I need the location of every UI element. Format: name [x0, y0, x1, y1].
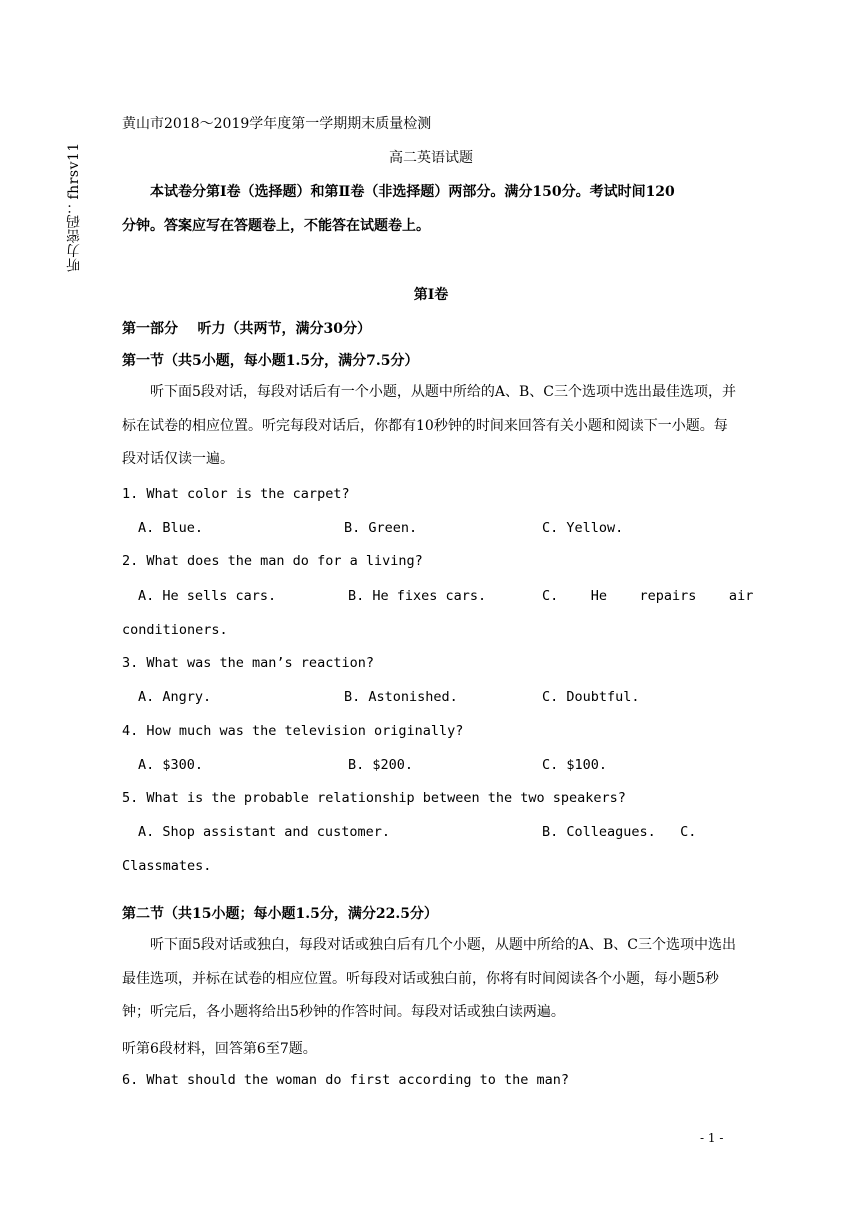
question-1-stem: 1. What color is the carpet?	[122, 486, 350, 502]
question-5-stem: 5. What is the probable relationship between the two speakers?	[122, 790, 626, 806]
section2-title: 第二节（共15小题；每小题1.5分，满分22.5分）	[122, 906, 438, 922]
question-2-option-c-continued: conditioners.	[122, 622, 228, 638]
question-3-option-a: A. Angry.	[138, 689, 212, 705]
instructions-line-2: 分钟。答案应写在答题卷上，不能答在试题卷上。	[122, 218, 430, 234]
question-4-option-a: A. $300.	[138, 757, 204, 773]
exam-title: 黄山市2018～2019学年度第一学期期末质量检测	[122, 116, 432, 132]
question-1-option-b: B. Green.	[344, 520, 418, 536]
question-2-stem: 2. What does the man do for a living?	[122, 553, 423, 569]
question-4-option-b: B. $200.	[348, 757, 414, 773]
subject-title: 高二英语试题	[389, 150, 473, 166]
volume-title: 第Ⅰ卷	[413, 287, 449, 303]
material-note: 听第6段材料，回答第6至7题。	[122, 1041, 317, 1057]
question-3-option-c: C. Doubtful.	[542, 689, 640, 705]
part1-title: 第一部分 听力（共两节，满分30分）	[122, 321, 371, 337]
question-4-option-c: C. $100.	[542, 757, 608, 773]
question-2-option-b: B. He fixes cars.	[348, 588, 487, 604]
question-3-stem: 3. What was the man’s reaction?	[122, 655, 374, 671]
question-4-stem: 4. How much was the television originally?	[122, 723, 464, 739]
question-2-option-c: C. He repairs air	[542, 588, 754, 604]
listening-password-margin: 听力密码：fhrsv11	[66, 142, 82, 272]
question-6-stem: 6. What should the woman do first according to the man?	[122, 1072, 570, 1088]
question-5-option-b: B. Colleagues. C.	[542, 824, 697, 840]
section2-directions: 听下面5段对话或独白，每段对话或独白后有几个小题，从题中所给的A、B、C三个选项中选出最佳选项，并标在试卷的相应位置。听每段对话或独白前，你将有时间阅读各个小题，每小题5秒钟；听完后，各小题将给出5秒钟的作答时间。每段对话或独白读两遍。	[122, 937, 737, 1021]
question-3-option-b: B. Astonished.	[344, 689, 458, 705]
question-1-option-a: A. Blue.	[138, 520, 204, 536]
section1-directions: 听下面5段对话，每段对话后有一个小题，从题中所给的A、B、C三个选项中选出最佳选项，并标在试卷的相应位置。听完每段对话后，你都有10秒钟的时间来回答有关小题和阅读下一小题。每段对话仅读一遍。	[122, 384, 737, 468]
instructions-line-1: 本试卷分第Ⅰ卷（选择题）和第Ⅱ卷（非选择题）两部分。满分150分。考试时间120	[150, 184, 675, 200]
question-2-option-a: A. He sells cars.	[138, 588, 277, 604]
question-5-option-c-continued: Classmates.	[122, 858, 212, 874]
section1-title: 第一节（共5小题，每小题1.5分，满分7.5分）	[122, 353, 419, 369]
page-number: - 1 -	[700, 1131, 724, 1145]
question-5-option-a: A. Shop assistant and customer.	[138, 824, 390, 840]
question-1-option-c: C. Yellow.	[542, 520, 624, 536]
